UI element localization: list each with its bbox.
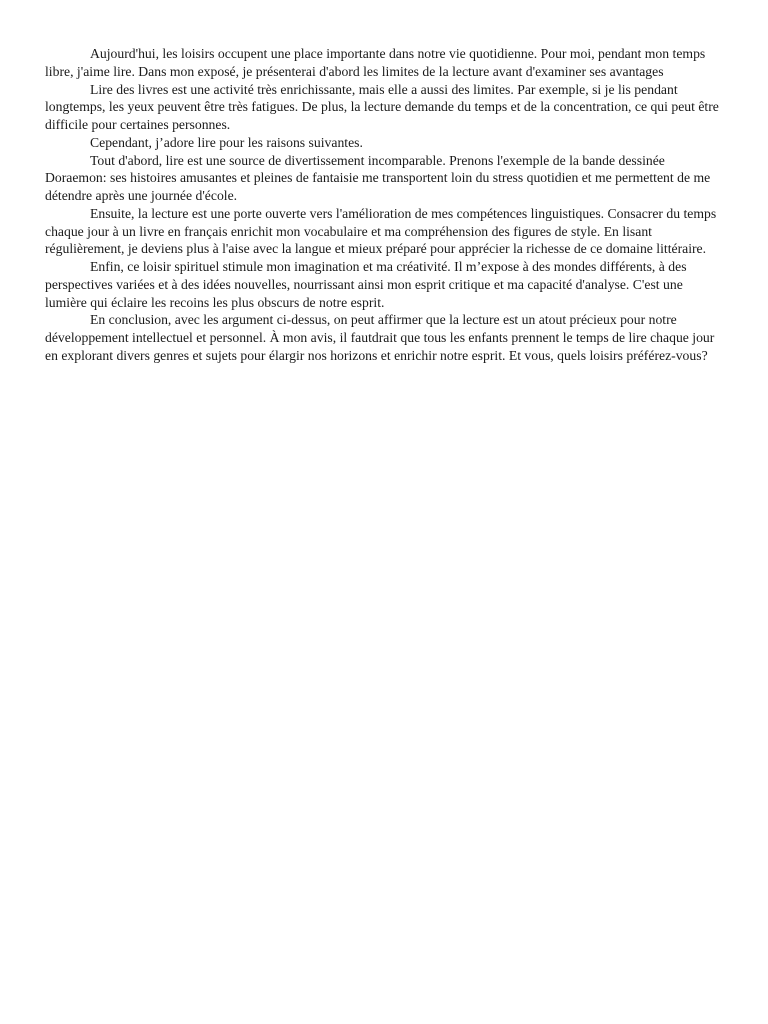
paragraph-conclusion: En conclusion, avec les argument ci-dessus, on peut affirmer que la lecture est un atout précieux pour notre développement intellectuel et personnel. À mon avis, il fautdrait que tous les enfants prennent le temps de lire chaque jour en explorant divers genres et sujets pour élargir nos horizons et enrichir notre esprit. Et vous, quels loisirs préférez-vous?: [45, 312, 715, 363]
document-body: [45, 45, 723, 365]
paragraph-introduction: Aujourd'hui, les loisirs occupent une place importante dans notre vie quotidienne. Pour moi, pendant mon temps libre, j'aime lire. Dans mon exposé, je présenterai d'abord les limites de la lecture avant d'examiner ses avantages: [45, 46, 706, 79]
paragraph-entertainment: Tout d'abord, lire est une source de divertissement incomparable. Prenons l'exemple de la bande dessinée Doraemon: ses histoires amusantes et pleines de fantaisie me transportent loin du stress quotidien et me permettent de me détendre après une journée d'école.: [45, 152, 711, 203]
paragraph-transition: Cependant, j’adore lire pour les raisons suivantes.: [90, 134, 363, 150]
paragraph-imagination: Enfin, ce loisir spirituel stimule mon imagination et ma créativité. Il m’expose à des mondes différents, à des perspectives variées et à des idées nouvelles, nourrissant ainsi mon esprit critique et ma capacité d'analyse. C'est une lumière qui éclaire les recoins les plus obscurs de notre esprit.: [45, 259, 687, 310]
paragraph-language-skills: Ensuite, la lecture est une porte ouverte vers l'amélioration de mes compétences linguistiques. Consacrer du temps chaque jour à un livre en français enrichit mon vocabulaire et ma compréhension des figures de style. En lisant régulièrement, je deviens plus à l'aise avec la langue et mieux préparé pour apprécier la richesse de ce domaine littéraire.: [45, 205, 717, 257]
paragraph-limits: Lire des livres est une activité très enrichissante, mais elle a aussi des limites. Par exemple, si je lis pendant longtemps, les yeux peuvent être très fatigues. De plus, la lecture demande du temps et de la concentration, ce qui peut être difficile pour certaines personnes.: [45, 81, 719, 132]
